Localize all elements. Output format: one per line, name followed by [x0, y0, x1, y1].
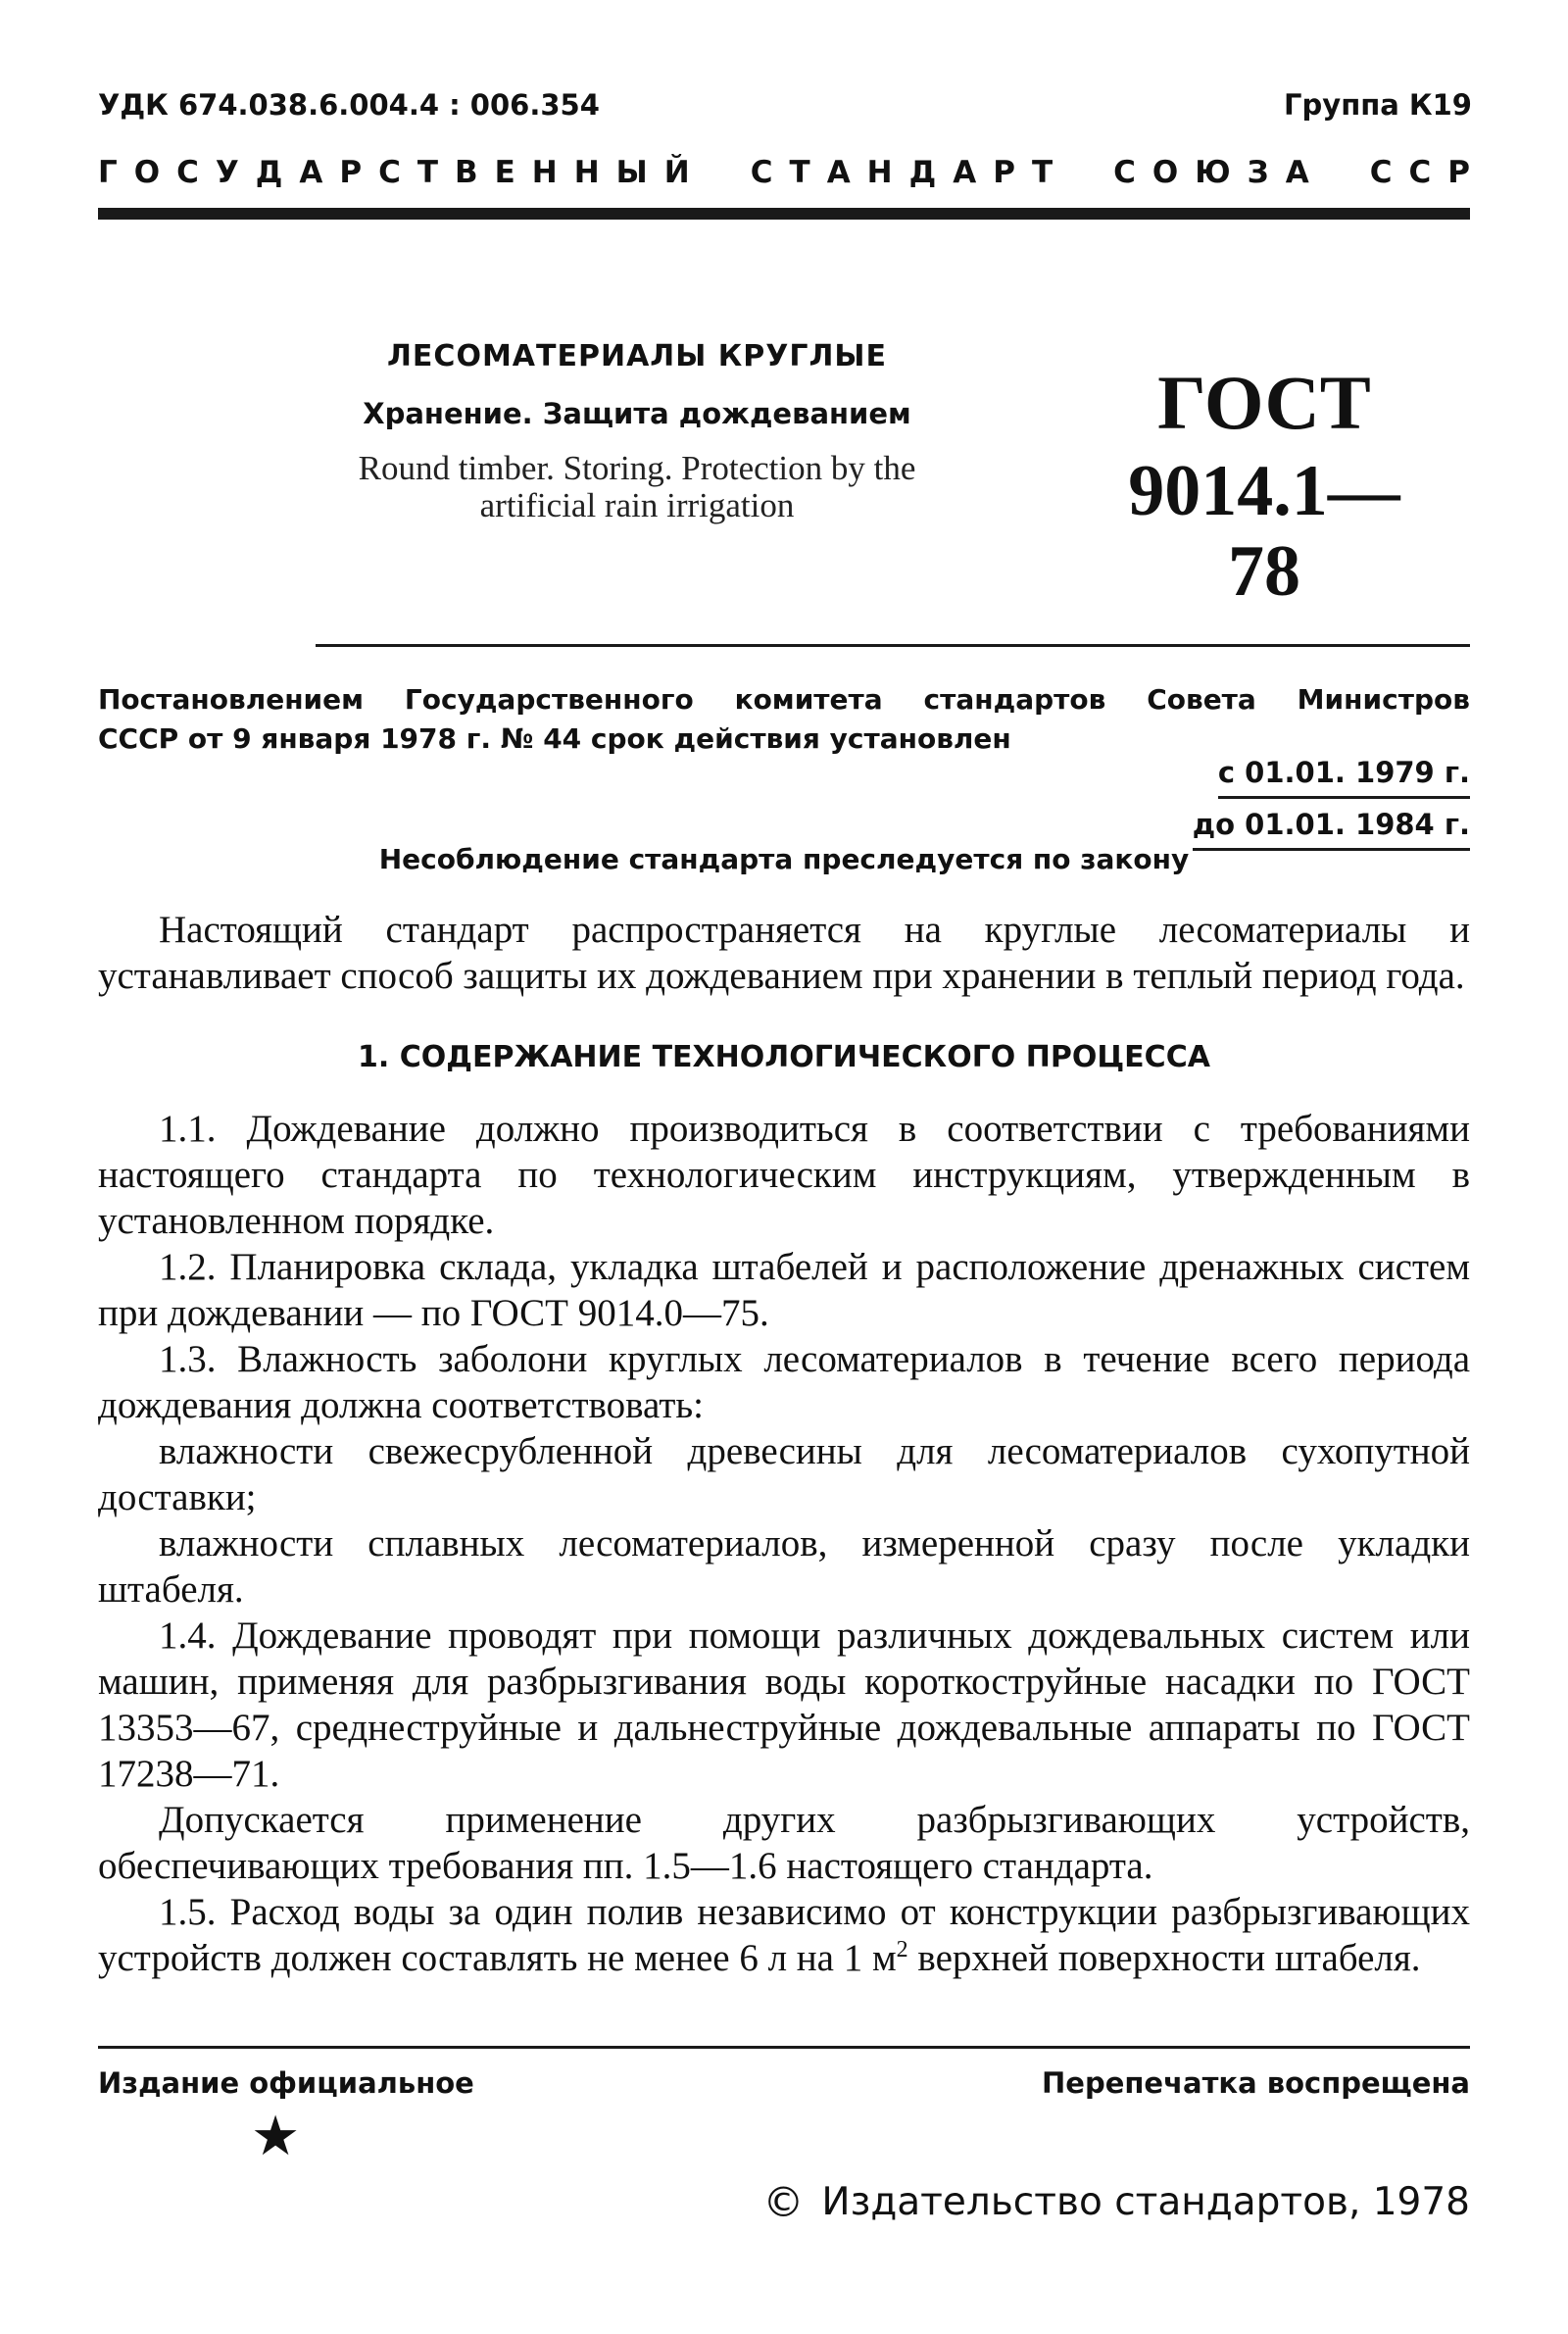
paragraph-1-2: 1.2. Планировка склада, укладка штабелей и расположение дренажных систем при дождевании — по ГОСТ 9014.0—75. [98, 1246, 1470, 1334]
superscript-2: 2 [896, 1937, 908, 1962]
decree-word: комитета [734, 683, 883, 716]
title-en-line-1: Round timber. Storing. Protection by the [358, 449, 916, 487]
paragraph-1-3: 1.3. Влажность заболони круглых лесоматериалов в течение всего периода дождевания должна соответствовать: [98, 1338, 1470, 1426]
section-1-heading: 1. СОДЕРЖАНИЕ ТЕХНОЛОГИЧЕСКОГО ПРОЦЕССА [358, 1040, 1210, 1074]
paragraph-1-3-a: влажности свежесрубленной древесины для лесоматериалов сухопутной доставки; [98, 1430, 1470, 1518]
title-ru: ЛЕСОМАТЕРИАЛЫ КРУГЛЫЕ [387, 339, 887, 373]
udk-code: УДК 674.038.6.004.4 : 006.354 [98, 88, 600, 122]
state-word-1: ГОСУДАРСТВЕННЫЙ [98, 155, 707, 190]
paragraph-1-5-end: верхней поверхности штабеля. [907, 1937, 1421, 1979]
title-en-line-2: artificial rain irrigation [479, 486, 795, 524]
header-rule [98, 208, 1470, 220]
footer-rule [98, 2046, 1470, 2049]
decree-word: Совета [1147, 683, 1256, 716]
paragraph-1-4: 1.4. Дождевание проводят при помощи различных дождевальных систем или машин, применяя для разбрызгивания воды короткоструйные насадки по ГОСТ 13353—67, среднеструйные и дальнеструйные дождевальные аппараты по ГОСТ 17238—71. [98, 1614, 1470, 1795]
paragraph-1-5-text: 1.5. Расход воды за один полив независимо от конструкции разбрызгивающих устройств должен составлять не менее 6 л на 1 м [98, 1891, 1470, 1979]
decree-word: стандартов [923, 683, 1106, 716]
intro-paragraph: Настоящий стандарт распространяется на круглые лесоматериалы и устанавливает способ защиты их дождеванием при хранении в теплый период года. [98, 909, 1470, 997]
decree-line-2: СССР от 9 января 1978 г. № 44 срок действия установлен [98, 722, 1011, 755]
group-code: Группа К19 [1284, 88, 1472, 122]
title-en [294, 450, 980, 524]
decree-text [98, 680, 1470, 759]
copyright-icon: © [762, 2178, 805, 2226]
publisher-name: Издательство стандартов, 1978 [821, 2180, 1470, 2224]
star-icon: ★ [251, 2107, 301, 2167]
edition-label: Издание официальное [98, 2066, 474, 2100]
decree-word: Государственного [404, 683, 694, 716]
reprint-notice: Перепечатка воспрещена [1042, 2066, 1470, 2100]
state-standard-line [98, 155, 1487, 190]
title-block [294, 339, 980, 524]
state-word-3: СОЮЗА [1113, 155, 1326, 190]
decree-line-1 [98, 680, 1470, 720]
paragraph-1-1: 1.1. Дождевание должно производиться в соответствии с требованиями настоящего стандарта по технологическим инструкциям, утвержденным в установленном порядке. [98, 1108, 1470, 1242]
state-word-4: ССР [1369, 155, 1487, 190]
body-text [98, 907, 1470, 1981]
paragraph-1-4-b: Допускается применение других разбрызгивающих устройств, обеспечивающих требования пп. 1.5—1.6 настоящего стандарта. [98, 1799, 1470, 1887]
decree-word: Постановлением [98, 683, 365, 716]
paragraph-1-3-b: влажности сплавных лесоматериалов, измеренной сразу после укладки штабеля. [98, 1522, 1470, 1611]
date-from: с 01.01. 1979 г. [1218, 751, 1470, 799]
subtitle-ru: Хранение. Защита дождеванием [363, 397, 911, 430]
validity-dates [1193, 751, 1470, 855]
publisher-line [762, 2178, 1470, 2226]
paragraph-1-5 [98, 1889, 1470, 1981]
title-rule [316, 644, 1470, 647]
state-word-2: СТАНДАРТ [750, 155, 1070, 190]
decree-word: Министров [1297, 683, 1470, 716]
date-to: до 01.01. 1984 г. [1193, 803, 1470, 851]
violation-notice: Несоблюдение стандарта преследуется по закону [378, 843, 1190, 875]
gost-word: ГОСТ [1157, 360, 1371, 445]
gost-designation [1098, 360, 1431, 612]
gost-number: 9014.1—78 [1128, 451, 1400, 612]
